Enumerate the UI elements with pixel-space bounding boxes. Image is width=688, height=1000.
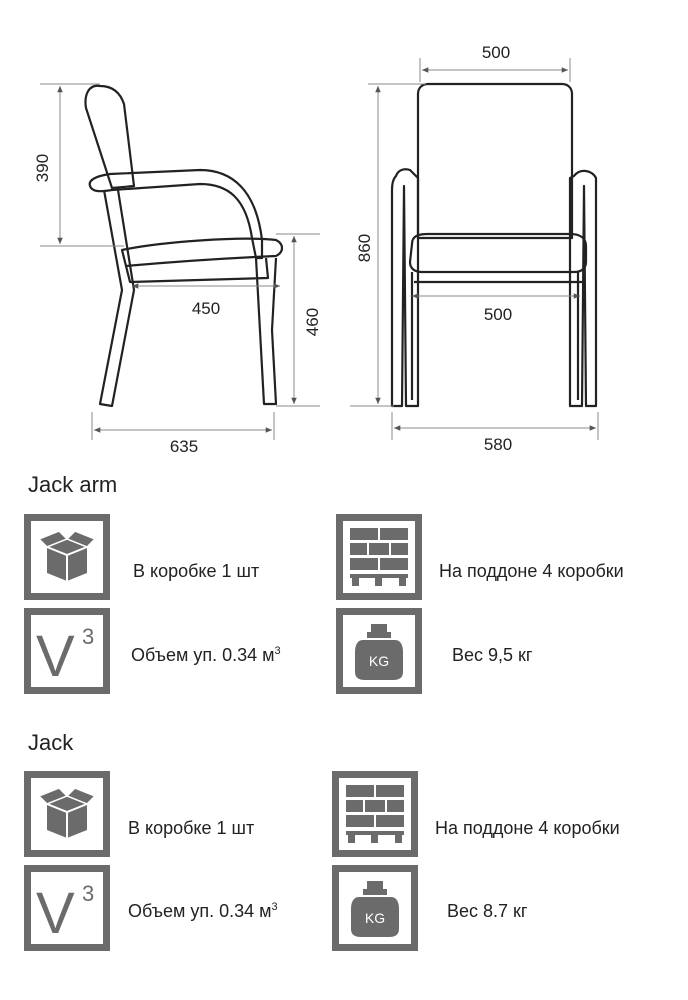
weight-text: Вес 9,5 кг: [452, 645, 533, 665]
volume-icon: [24, 608, 110, 694]
pallet-text: На поддоне 4 коробки: [439, 561, 624, 581]
dim-front-500-top: 500: [481, 43, 511, 62]
volume-icon: [24, 865, 110, 951]
svg-text:3: 3: [82, 881, 95, 906]
chair-dimension-drawing: [0, 0, 688, 460]
front-view-chair: [392, 84, 596, 406]
dim-front-500-seat: 500: [483, 305, 513, 324]
svg-text:V: V: [36, 881, 75, 943]
box-icon: [24, 514, 110, 600]
svg-text:3: 3: [82, 624, 95, 649]
dim-635: 635: [169, 437, 199, 456]
product-title-jack: Jack: [28, 730, 74, 755]
svg-text:KG: KG: [364, 910, 386, 926]
pallet-icon: [336, 514, 422, 600]
volume-text: Объем уп. 0.34 $м^3$: [128, 901, 278, 921]
dim-450: 450: [191, 299, 221, 318]
dim-390: 390: [33, 153, 52, 183]
product-title-jack-arm: Jack arm: [28, 472, 118, 497]
weight-text: Вес 8.7 кг: [447, 901, 528, 921]
pallet-icon: [332, 771, 418, 857]
svg-text:V: V: [36, 624, 75, 686]
svg-text:KG: KG: [368, 653, 390, 669]
dim-860: 860: [355, 233, 374, 263]
box-qty-text: В коробке 1 шт: [133, 561, 260, 581]
weight-icon: [336, 608, 422, 694]
box-icon: [24, 771, 110, 857]
dim-460: 460: [303, 307, 322, 337]
volume-text: Объем уп. 0.34 $м^3$: [131, 645, 281, 665]
dim-580: 580: [483, 435, 513, 454]
weight-icon: [332, 865, 418, 951]
front-dimension-lines: [350, 58, 598, 440]
box-qty-text: В коробке 1 шт: [128, 818, 255, 838]
pallet-text: На поддоне 4 коробки: [435, 818, 620, 838]
